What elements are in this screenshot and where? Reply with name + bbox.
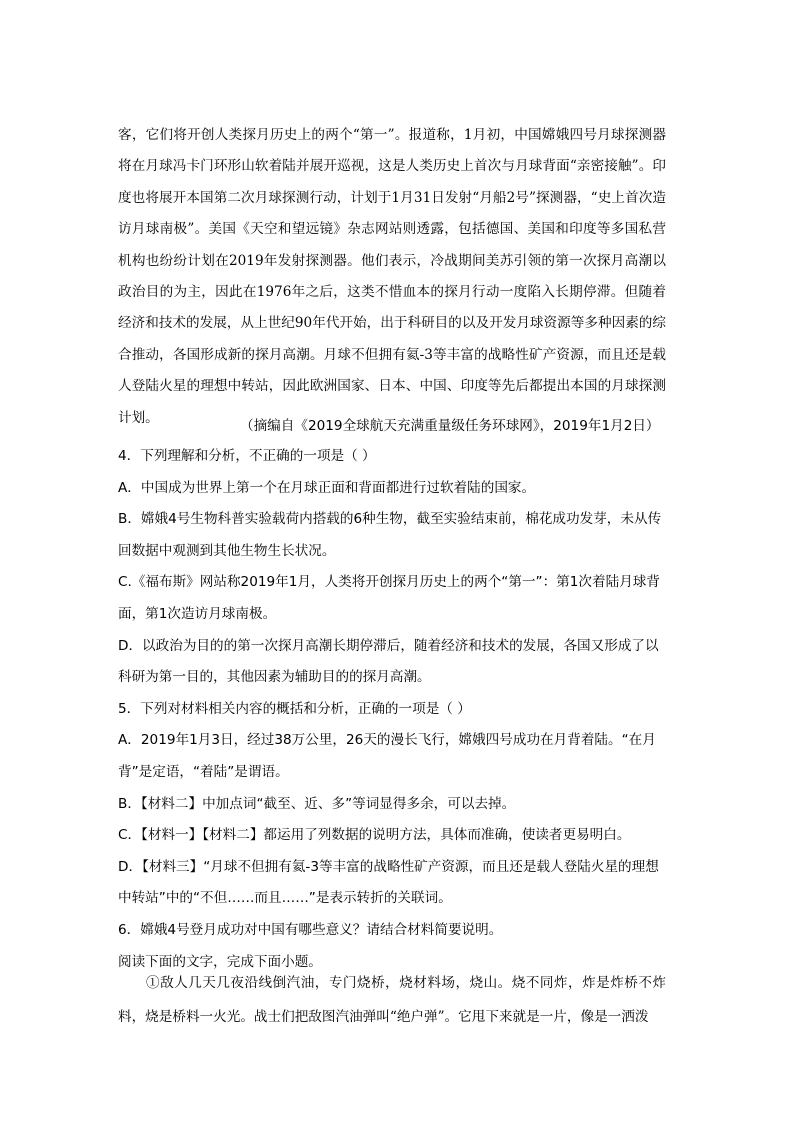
question-4-option-c: C.《福布斯》网站称2019年1月，人类将开创探月历史上的两个“第一”：第1次着陆月球背面，第1次造访月球南极。 (118, 574, 660, 622)
question-4-stem: 4．下列理解和分析，不正确的一项是（ ） (118, 448, 376, 464)
next-passage-paragraph: ①敌人几天几夜沿线倒汽油，专门烧桥，烧材料场，烧山。烧不同炸，炸是炸桥不炸料，烧是桥料一火光。战士们把敌图汽油弹叫“绝户弹”。它甩下来就是一片，像是一洒泼 (118, 975, 666, 1025)
next-passage (118, 966, 666, 1034)
question-4-option-b: B．嫦娥4号生物科普实验载荷内搭载的6种生物，截至实验结束前，棉花成功发芽，未从传回数据中观测到其他生物生长状况。 (118, 511, 662, 559)
question-5-option-c: C．【材料一】【材料二】都运用了列数据的说明方法，具体而准确，使读者更易明白。 (118, 827, 631, 844)
question-5-option-d: D．【材料三】“月球不但拥有氦-3等丰富的战略性矿产资源，而且还是载人登陆火星的理想中转站”中的“不但……而且……”是表示转折的关联词。 (118, 858, 659, 907)
question-5-option-b: B．【材料二】中加点词“截至、近、多”等词显得多余，可以去掉。 (118, 795, 516, 812)
question-5-stem: 5．下列对材料相关内容的概括和分析，正确的一项是（ ） (118, 700, 471, 717)
source-citation: （摘编自《2019全球航天充满重量级任务环球网》，2019年1月2日） (240, 418, 660, 434)
reading-passage (118, 120, 666, 434)
question-6-stem: 6．嫦娥4号登月成功对中国有哪些意义？请结合材料简要说明。 (118, 921, 503, 938)
reading-instruction: 阅读下面的文字，完成下面小题。 (118, 953, 322, 970)
question-list (118, 441, 670, 978)
question-4-option-a: A．中国成为世界上第一个在月球正面和背面都进行过软着陆的国家。 (118, 479, 536, 496)
question-4-option-d: D．以政治为目的的第一次探月高潮长期停滞后，随着经济和技术的发展，各国又形成了以科研为第一目的，其他因素为辅助目的的探月高潮。 (118, 637, 659, 686)
passage-paragraph: 客，它们将开创人类探月历史上的两个“第一”。报道称，1月初，中国嫦娥四号月球探测器将在月球冯卡门环形山软着陆并展开巡视，这是人类历史上首次与月球背面“亲密接触”。印度也将展开本国第二次月球探测行动，计划于1月31日发射“月船2号”探测器，“史上首次造访月球南极”。美国《天空和望远镜》杂志网站则透露，包括德国、美国和印度等多国私营机构也纷纷计划在2019年发射探测器。他们表示，冷战期间美苏引领的第一次探月高潮以政治目的为主，因此在1976年之后，这类不惜血本的探月行动一度陷入长期停滞。但随着经济和技术的发展，从上世纪90年代开始，出于科研目的以及开发月球资源等多种因素的综合推动，各国形成新的探月高潮。月球不但拥有氦-3等丰富的战略性矿产资源，而且还是载人登陆火星的理想中转站，因此欧洲国家、日本、中国、印度等先后都提出本国的月球探测计划。 (118, 127, 666, 426)
question-5-option-a: A．2019年1月3日，经过38万公里，26天的漫长飞行，嫦娥四号成功在月背着陆。“在月背”是定语，“着陆”是谓语。 (118, 732, 656, 780)
